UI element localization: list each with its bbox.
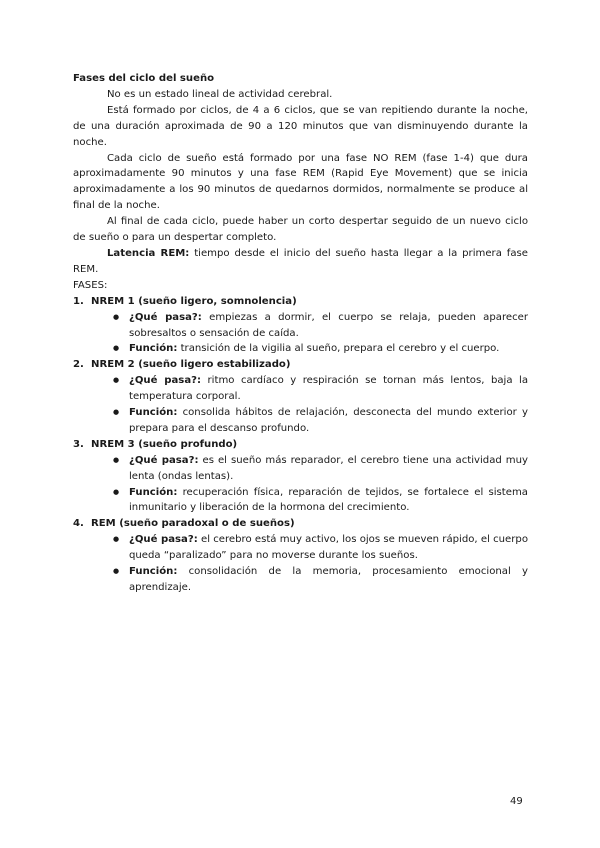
section-title: Fases del ciclo del sueño xyxy=(73,73,215,84)
que-pasa-text: empiezas a dormir, el cuerpo se relaja, pueden aparecer sobresaltos o sensación de caída. xyxy=(129,311,529,339)
document-body xyxy=(73,71,528,596)
fases-label: FASES: xyxy=(73,279,108,291)
paragraph: Está formado por ciclos, de 4 a 6 ciclos, que se van repitiendo durante la noche, de una duración aproximada de 90 a 120 minutos que van disminuyendo durante la noche. xyxy=(73,104,528,148)
phase-bullets xyxy=(73,373,528,437)
phase-item xyxy=(73,294,528,358)
funcion-text: recuperación física, reparación de tejidos, se fortalece el sistema inmunitario y liberación de la hormona del crecimiento. xyxy=(129,486,528,514)
paragraph: No es un estado lineal de actividad cerebral. xyxy=(107,88,333,100)
phase-heading xyxy=(73,294,528,310)
phase-item xyxy=(73,516,528,596)
phase-item xyxy=(73,357,528,437)
que-pasa-label: ¿Qué pasa?: xyxy=(129,311,202,323)
phase-number: 4. xyxy=(73,518,84,530)
phase-item xyxy=(73,437,528,517)
que-pasa-label: ¿Qué pasa?: xyxy=(129,454,199,466)
funcion-text: consolidación de la memoria, procesamiento emocional y aprendizaje. xyxy=(129,566,528,593)
phase-heading xyxy=(73,516,528,532)
funcion-label: Función: xyxy=(129,486,178,498)
bullet-funcion xyxy=(129,485,528,517)
phase-bullets xyxy=(73,532,528,596)
que-pasa-label: ¿Qué pasa?: xyxy=(129,375,202,387)
phase-bullets xyxy=(73,310,528,358)
paragraph: Al final de cada ciclo, puede haber un corto despertar seguido de un nuevo ciclo de sueño o para un despertar completo. xyxy=(73,216,528,244)
funcion-label: Función: xyxy=(129,343,178,355)
phase-number: 2. xyxy=(73,359,84,371)
phase-title: NREM 1 (sueño ligero, somnolencia) xyxy=(91,295,297,307)
phase-number: 3. xyxy=(73,438,84,450)
que-pasa-text: es el sueño más reparador, el cerebro tiene una actividad muy lenta (ondas lentas). xyxy=(129,454,528,482)
latency-text: tiempo desde el inicio del sueño hasta llegar a la primera fase REM. xyxy=(73,247,528,275)
funcion-label: Función: xyxy=(129,566,178,578)
funcion-text: consolida hábitos de relajación, desconecta del mundo exterior y prepara para el descanso profundo. xyxy=(129,407,528,434)
phase-title: REM (sueño paradoxal o de sueños) xyxy=(91,518,295,530)
page-number: 49 xyxy=(510,796,523,807)
bullet-que-pasa xyxy=(129,310,528,342)
que-pasa-text: ritmo cardíaco y respiración se tornan más lentos, baja la temperatura corporal. xyxy=(129,375,529,403)
que-pasa-text: el cerebro está muy activo, los ojos se mueven rápido, el cuerpo queda “paralizado” para no moverse durante los sueños. xyxy=(129,534,529,562)
que-pasa-label: ¿Qué pasa?: xyxy=(129,534,198,546)
phase-bullets xyxy=(73,453,528,517)
funcion-label: Función: xyxy=(129,407,178,419)
phase-heading xyxy=(73,357,528,373)
phase-heading xyxy=(73,437,528,453)
latency-label: Latencia REM: xyxy=(107,247,190,259)
phases-list xyxy=(73,294,528,596)
bullet-funcion xyxy=(129,564,528,596)
bullet-que-pasa xyxy=(129,532,528,564)
paragraph: Cada ciclo de sueño está formado por una fase NO REM (fase 1-4) que dura aproximadamente 90 minutos y una fase REM (Rapid Eye Movement) que se inicia aproximadamente a los 90 minutos de quedarnos dormidos, normalmente se produce al final de la noche. xyxy=(73,152,528,212)
bullet-que-pasa xyxy=(129,373,528,405)
bullet-funcion xyxy=(129,405,528,437)
bullet-funcion xyxy=(129,341,528,357)
phase-number: 1. xyxy=(73,295,84,307)
bullet-que-pasa xyxy=(129,453,528,485)
latency-paragraph xyxy=(73,246,528,278)
funcion-text: transición de la vigilia al sueño, prepara el cerebro y el cuerpo. xyxy=(177,343,500,355)
phase-title: NREM 3 (sueño profundo) xyxy=(91,438,238,450)
phase-title: NREM 2 (sueño ligero estabilizado) xyxy=(91,359,291,371)
